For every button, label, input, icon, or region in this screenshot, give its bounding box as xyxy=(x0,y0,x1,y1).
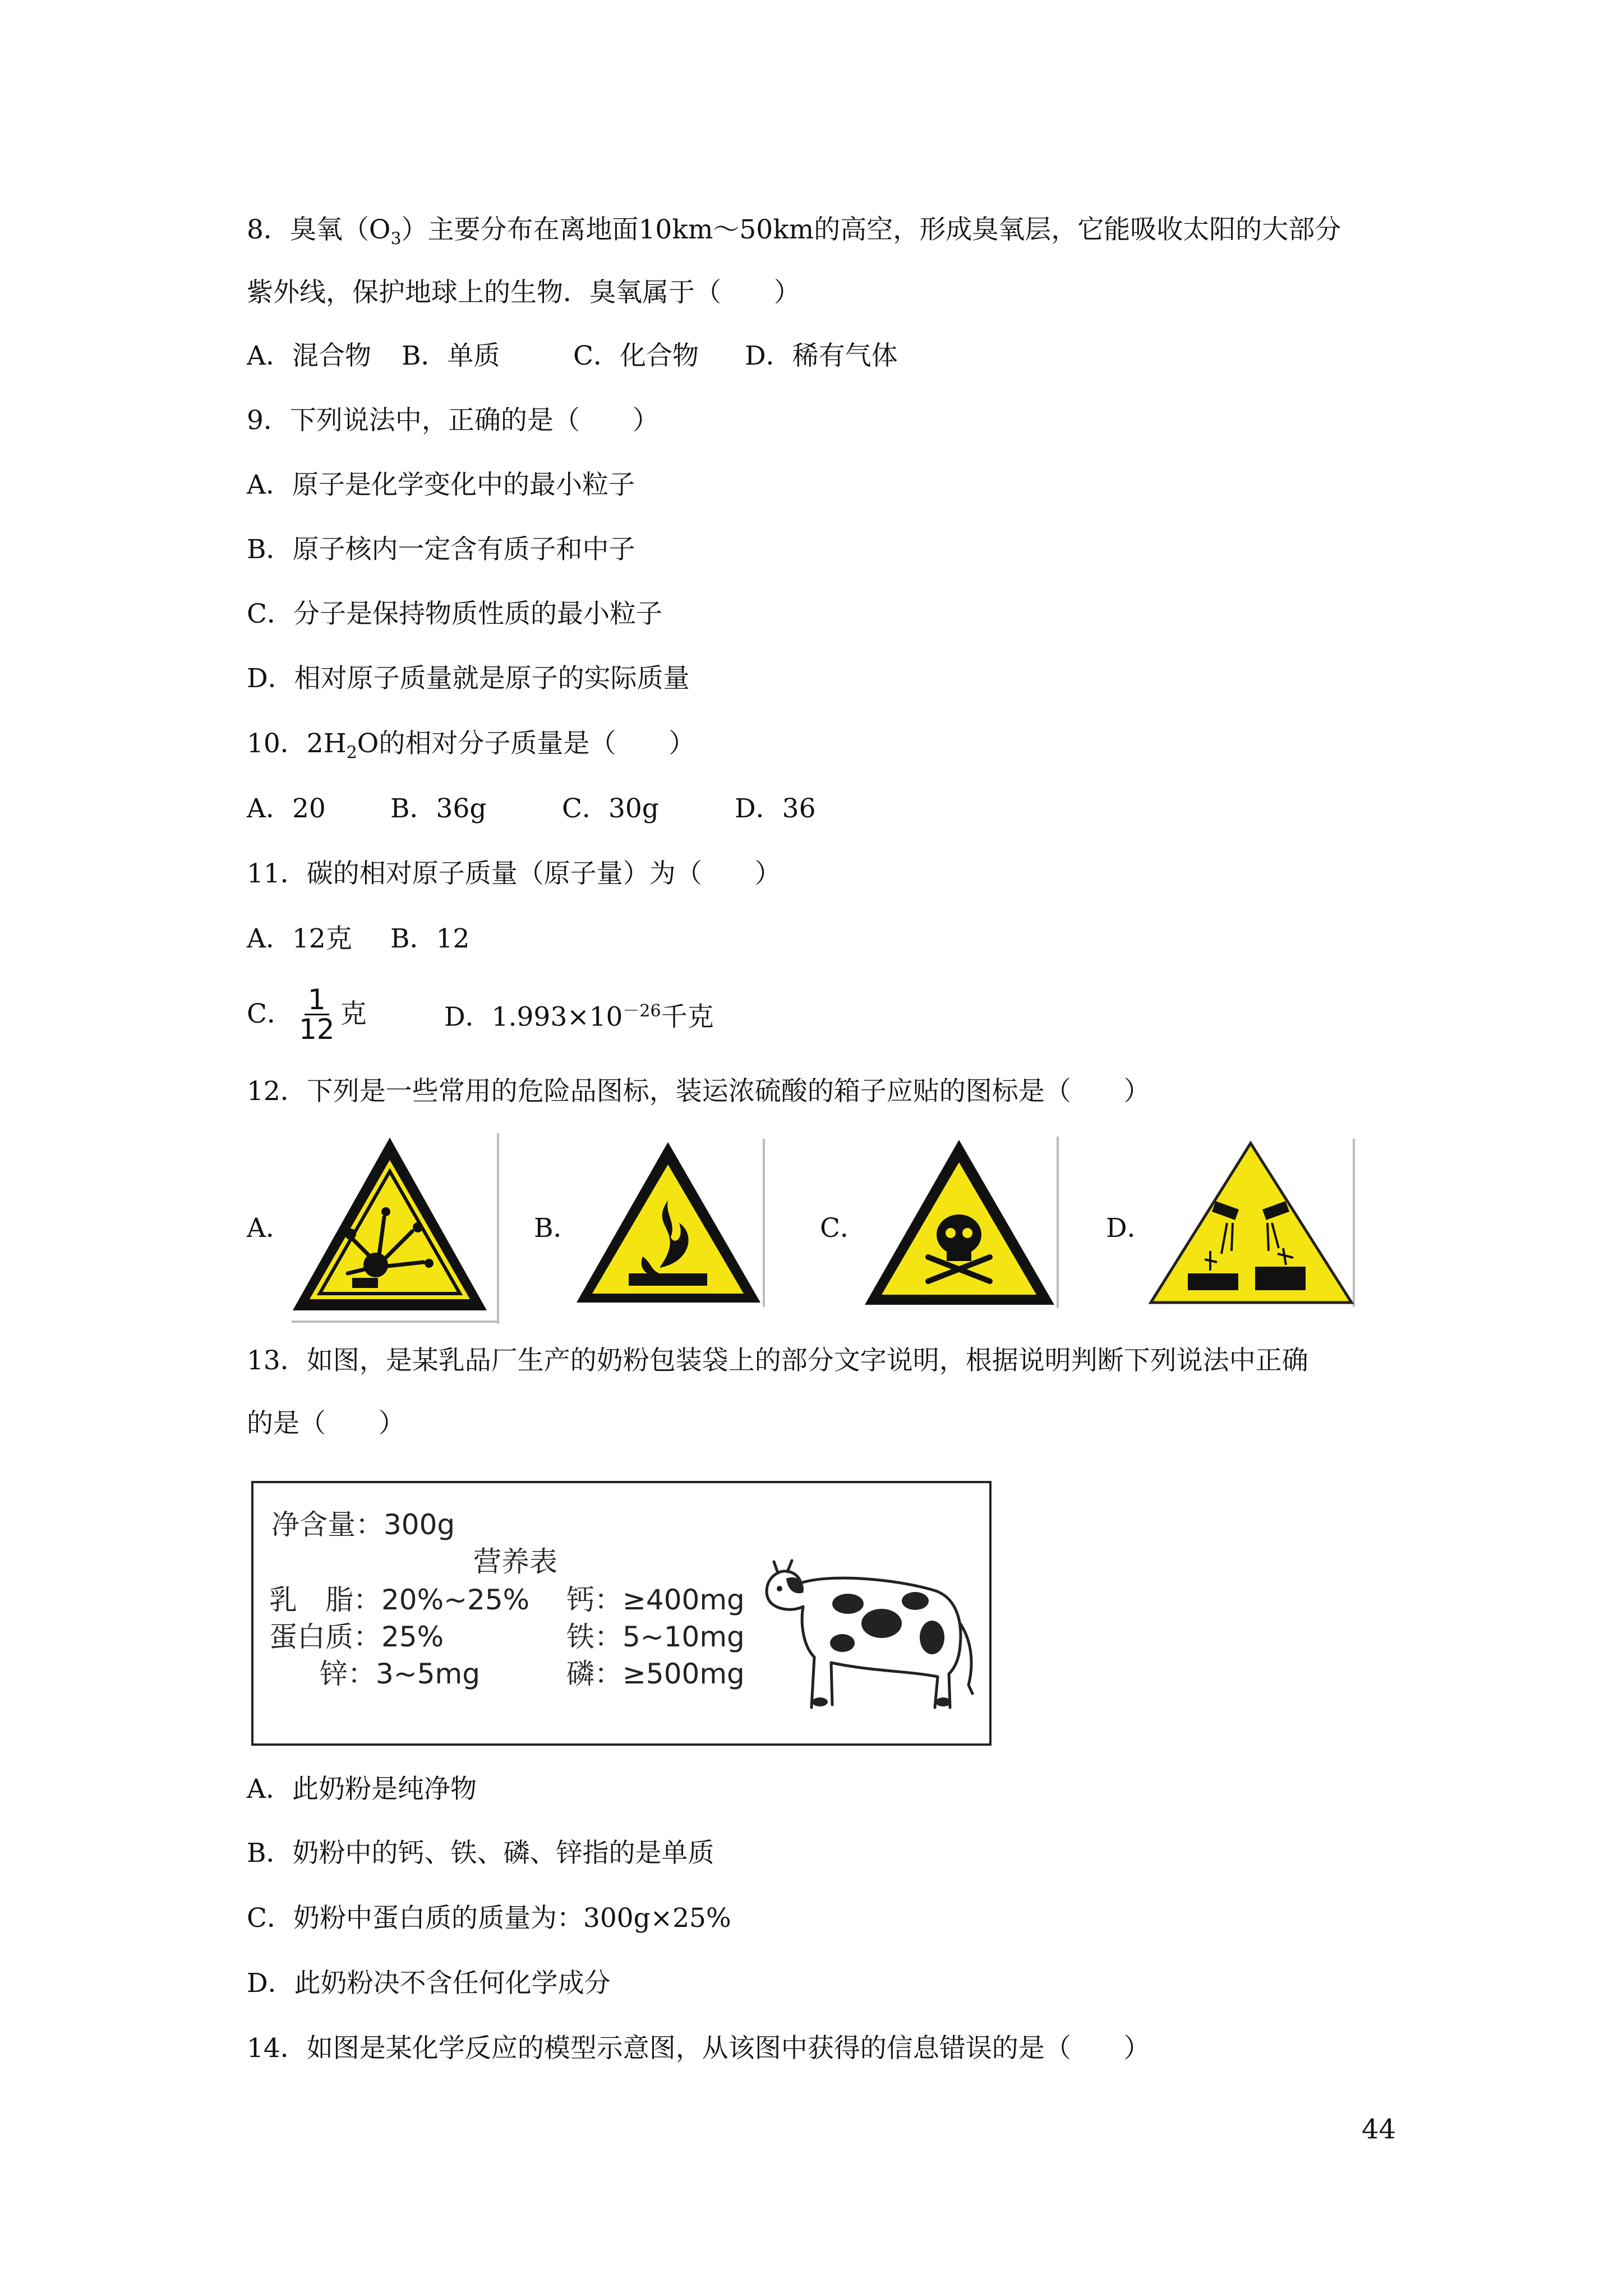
q10-options xyxy=(247,792,816,826)
explosive-sign-icon[interactable] xyxy=(292,1133,500,1324)
flammable-sign-icon[interactable] xyxy=(575,1139,766,1307)
q11-option-c-label: C． xyxy=(247,999,293,1029)
q12-option-a-label[interactable]: A． xyxy=(247,1213,292,1244)
q8-stem-line1: 8．臭氧$(O_3)$主要分布在离地面10km～50km的高空，形成臭氧层，它能吸收太阳的大部分 xyxy=(247,214,1341,249)
panel-fat: 乳 脂：20%~25% xyxy=(269,1584,530,1616)
panel-title: 营养表 xyxy=(473,1545,557,1578)
q8-option-d[interactable]: D．稀有气体 xyxy=(745,341,898,371)
q8-option-c[interactable]: C．化合物 xyxy=(573,341,699,371)
q11-option-c-unit: 克 xyxy=(340,999,367,1029)
panel-zinc: 锌：3~5mg xyxy=(320,1658,480,1690)
q12-option-d-label[interactable]: D． xyxy=(1106,1213,1154,1244)
q8-option-a[interactable]: A．混合物 xyxy=(247,341,371,371)
q13-option-a[interactable]: A．此奶粉是纯净物 xyxy=(247,1774,477,1805)
panel-phosphorus: 磷：≥500mg xyxy=(566,1658,745,1690)
q12-option-c-label[interactable]: C． xyxy=(820,1213,866,1244)
q14-stem: 14．如图是某化学反应的模型示意图，从该图中获得的信息错误的是（ ） xyxy=(247,2033,1150,2064)
q9-option-b[interactable]: B．原子核内一定含有质子和中子 xyxy=(247,534,635,565)
q8-options xyxy=(247,339,898,373)
cow-icon xyxy=(747,1539,983,1724)
panel-iron: 铁：5~10mg xyxy=(566,1621,745,1653)
q9-option-a[interactable]: A．原子是化学变化中的最小粒子 xyxy=(247,470,635,500)
q13-option-b[interactable]: B．奶粉中的钙、铁、磷、锌指的是单质 xyxy=(247,1838,714,1869)
panel-calcium: 钙：≥400mg xyxy=(566,1584,745,1616)
toxic-skull-sign-icon[interactable] xyxy=(864,1137,1060,1310)
fraction-numerator: 1 xyxy=(305,986,329,1015)
panel-net-weight: 净含量：300g xyxy=(271,1508,455,1541)
q10-option-b[interactable]: B．36g xyxy=(390,793,487,824)
q12-stem: 12．下列是一些常用的危险品图标，装运浓硫酸的箱子应贴的图标是（ ） xyxy=(247,1076,1150,1107)
corrosive-sign-icon[interactable] xyxy=(1149,1139,1356,1307)
q11-option-a[interactable]: A．12克 xyxy=(247,923,352,954)
page-number: 44 xyxy=(1362,2114,1396,2145)
q8-option-b[interactable]: B．单质 xyxy=(402,341,500,371)
q10-stem: 10．$2H_2O$的相对分子质量是（ ） xyxy=(247,728,695,763)
q10-option-a[interactable]: A．20 xyxy=(247,793,326,824)
q12-option-b-label[interactable]: B． xyxy=(534,1213,580,1244)
q11-options-cd xyxy=(247,981,714,1048)
nutrition-label-image xyxy=(251,1481,992,1746)
q10-option-c[interactable]: C．30g xyxy=(562,793,659,824)
q9-option-d[interactable]: D．相对原子质量就是原子的实际质量 xyxy=(247,663,690,694)
q13-stem-line2: 的是（ ） xyxy=(247,1408,405,1439)
q11-option-d[interactable]: D．$1.993\times 10^{-26}$千克 xyxy=(444,1001,714,1033)
fraction-denominator: 12 xyxy=(298,1013,335,1046)
q11-option-c[interactable] xyxy=(247,983,444,1046)
q10-option-d[interactable]: D．36 xyxy=(735,793,816,824)
q11-fraction xyxy=(296,983,338,1046)
q11-stem: 11．碳的相对原子质量（原子量）为（ ） xyxy=(247,858,781,889)
q11-option-b[interactable]: B．12 xyxy=(390,923,470,954)
q9-option-c[interactable]: C．分子是保持物质性质的最小粒子 xyxy=(247,599,662,629)
q8-stem-line2: 紫外线，保护地球上的生物．臭氧属于（ ） xyxy=(247,277,800,308)
panel-protein: 蛋白质：25% xyxy=(269,1621,444,1653)
q11-options-ab xyxy=(247,922,469,956)
q13-option-c[interactable]: C．奶粉中蛋白质的质量为：300g×25% xyxy=(247,1903,731,1934)
q13-stem-line1: 13．如图，是某乳品厂生产的奶粉包装袋上的部分文字说明，根据说明判断下列说法中正确 xyxy=(247,1345,1308,1376)
q13-option-d[interactable]: D．此奶粉决不含任何化学成分 xyxy=(247,1968,611,1999)
q9-stem: 9．下列说法中，正确的是（ ） xyxy=(247,405,659,436)
